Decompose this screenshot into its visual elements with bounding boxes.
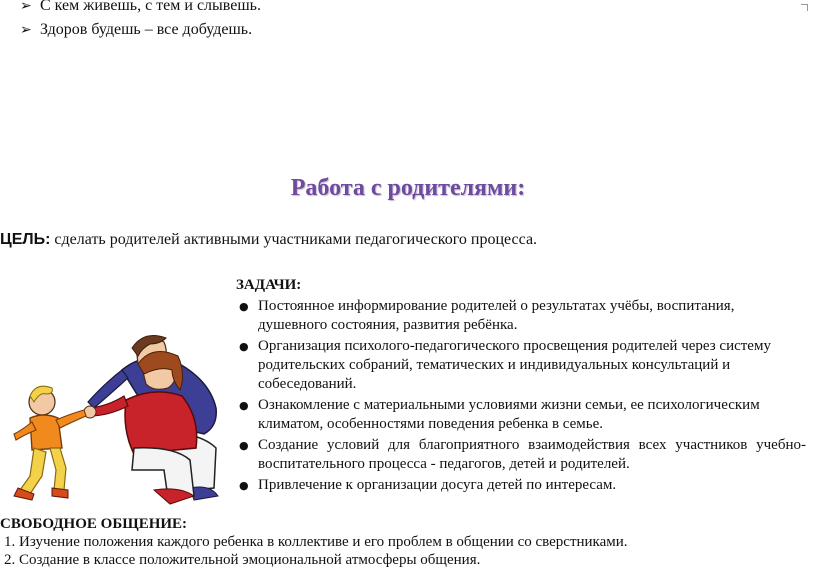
free-communication-heading: СВОБОДНОЕ ОБЩЕНИЕ: [0,516,188,532]
goal-label: ЦЕЛЬ: [0,231,51,248]
page-corner-mark [801,4,808,11]
task-text: Ознакомление с материальными условиями жизни семьи, ее психологическим климатом, особенностями поведения ребенка в семье. [258,397,760,432]
arrow-bullet-icon: ➢ [20,0,32,14]
free-communication-item: 2. Создание в классе положительной эмоциональной атмосферы общения. [4,552,481,568]
bullet-icon: ● [239,340,249,353]
tasks-section [236,276,806,497]
task-item [236,396,806,434]
task-text: Привлечение к организации досуга детей по интересам. [258,477,617,493]
task-item [236,436,806,474]
proverb-text: Здоров будешь – все добудешь. [40,21,253,38]
proverb-item [20,20,252,40]
bullet-icon: ● [239,399,249,412]
arrow-bullet-icon: ➢ [20,22,32,38]
child-figure [14,386,86,500]
proverb-item [20,0,261,16]
bullet-icon: ● [239,479,249,492]
free-communication-section [0,515,816,569]
bullet-icon: ● [239,439,249,452]
proverb-text: С кем живешь, с тем и слывешь. [40,0,261,14]
task-item [236,476,806,495]
page-title: Работа с родителями: [290,175,526,201]
task-text: Постоянное информирование родителей о результатах учёбы, воспитания, душевного состояния, развития ребёнка. [258,298,735,333]
task-item [236,297,806,335]
task-text: Организация психолого-педагогического просвещения родителей через систему родительских собраний, тематических и индивидуальных консультаций и собеседований. [258,338,771,392]
family-illustration [4,330,226,508]
task-text: Создание условий для благоприятного взаимодействия всех участников учебно-воспитательного процесса - педагогов, детей и родителей. [258,437,806,472]
goal-line [0,229,537,251]
tasks-heading: ЗАДАЧИ: [236,277,302,293]
task-item [236,337,806,394]
free-communication-item: 1. Изучение положения каждого ребенка в коллективе и его проблем в общении со сверстниками. [4,534,628,550]
goal-text: сделать родителей активными участниками педагогического процесса. [50,231,538,248]
bullet-icon: ● [239,300,249,313]
